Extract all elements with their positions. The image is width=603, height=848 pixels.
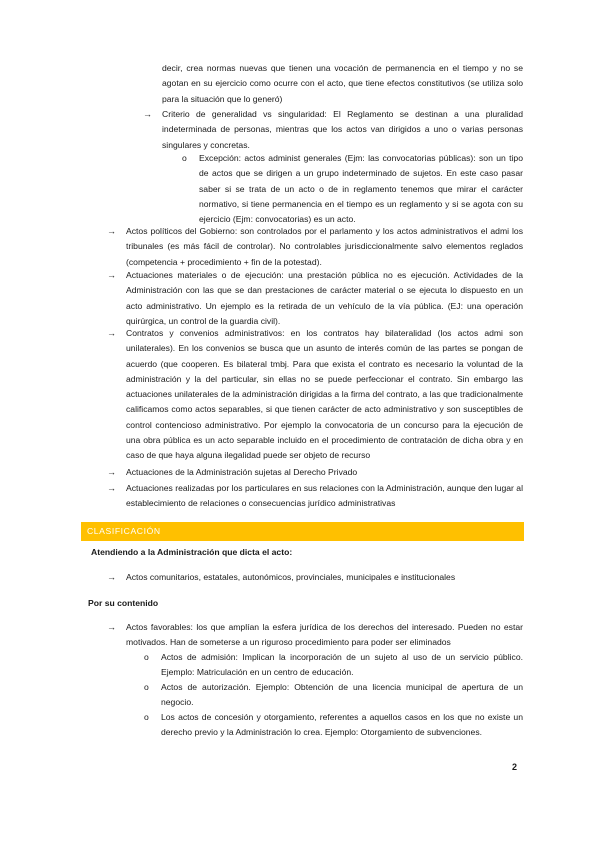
atendiendo-heading: Atendiendo a la Administración que dicta el acto: [91,547,293,557]
contratos-convenios-paragraph: Contratos y convenios administrativos: en los contratos hay bilateralidad (los actos admi son unilaterales). En los convenios se busca que un asunto de interés común de las partes se pongan de acuerdo (que cooperen. Es bilateral tmbj. Para que exista el contrato es necesario la voluntad de la administración y la del particular, sin ellas no se puede perfeccionar el contrato. Sin embargo las actuaciones unilaterales de la administración dirigidas a la firma del contrato, a las que tradicionalmente calificamos como actos separables, si que tienen carácter de acto administrativo y son susceptibles de control contencioso administrativo. Por ejemplo la convocatoria de un concurso para la ejecución de una obra pública es un acto separable incluido en el procedimiento de contratación de dicha obra y en caso de que haya alguna ilegalidad puede ser objeto de recurso [126,328,523,461]
intro-paragraph: decir, crea normas nuevas que tienen una vocación de permanencia en el tiempo y no se agotan en su ejercicio como ocurre con el acto, que tiene efectos constitutivos (se utiliza solo para la situación que lo generó) [162,63,523,104]
section-heading-bar [81,522,524,541]
actos-concesion-paragraph: Los actos de concesión y otorgamiento, referentes a aquellos casos en los que no existe un derecho previo y la Administración lo crea. Ejemplo: Otorgamiento de subvenciones. [161,712,523,738]
atendiendo-item: Actos comunitarios, estatales, autonómicos, provinciales, municipales e institucionales [126,572,456,582]
excepcion-paragraph: Excepción: actos administ generales (Ejm: las convocatorias públicas): son un tipo de actos que se dirigen a un grupo indeterminado de sujetos. En este caso pasar saber si se trata de un acto o de in reglamento tenemos que mirar el carácter normativo, si tiene permanencia en el tiempo es un reglamento y si se agota con su ejercicio (Ejm: convocatorias) es un acto. [199,153,523,225]
criterio-paragraph: Criterio de generalidad vs singularidad: El Reglamento se destinan a una pluralidad indeterminada de personas, mientras que los actos van dirigidos a uno o varias personas singulares y concretas. [162,109,523,150]
actos-admision-paragraph: Actos de admisión: Implican la incorporación de un sujeto al uso de un servicio público. Ejemplo: Matriculación en un centro de educación. [161,652,523,678]
arrow-bullet-icon: → [143,109,152,119]
actos-autorizacion-paragraph: Actos de autorización. Ejemplo: Obtención de una licencia municipal de apertura de un negocio. [161,682,523,708]
circle-bullet-icon: o [144,652,149,662]
circle-bullet-icon: o [182,153,187,163]
actos-favorables-paragraph: Actos favorables: los que amplían la esfera jurídica de los derechos del interesado. Pueden no estar motivados. Han de someterse a un riguroso procedimiento para poder ser eliminados [126,622,523,648]
arrow-bullet-icon: → [107,572,116,582]
arrow-bullet-icon: → [107,270,116,280]
arrow-bullet-icon: → [107,226,116,236]
circle-bullet-icon: o [144,712,149,722]
arrow-bullet-icon: → [107,483,116,493]
arrow-bullet-icon: → [107,328,116,338]
contenido-heading: Por su contenido [88,598,159,608]
circle-bullet-icon: o [144,682,149,692]
derecho-privado-paragraph: Actuaciones de la Administración sujetas al Derecho Privado [126,467,358,477]
actuaciones-materiales-paragraph: Actuaciones materiales o de ejecución: una prestación pública no es ejecución. Actividades de la Administración con las que se dan prestaciones de carácter material o se ejecuta lo dispuesto en un acto administrativo. Un ejemplo es la retirada de un vehículo de la vía pública. (EJ: una operación quirúrgica, un control de la guardia civil). [126,270,523,326]
page-number: 2 [512,762,518,772]
actuaciones-particulares-paragraph: Actuaciones realizadas por los particulares en sus relaciones con la Administración, aunque den lugar al establecimiento de relaciones o consecuencias jurídico administrativas [126,483,523,509]
actos-politicos-paragraph: Actos políticos del Gobierno: son controlados por el parlamento y los actos administrativos el admi los tribunales (es más fácil de controlar). No controlables jurisdiccionalmente salvo elementos reglados (competencia + procedimiento + fin de la potestad). [126,226,523,267]
section-title: CLASIFICACIÓN [87,526,161,536]
arrow-bullet-icon: → [107,622,116,632]
arrow-bullet-icon: → [107,467,116,477]
